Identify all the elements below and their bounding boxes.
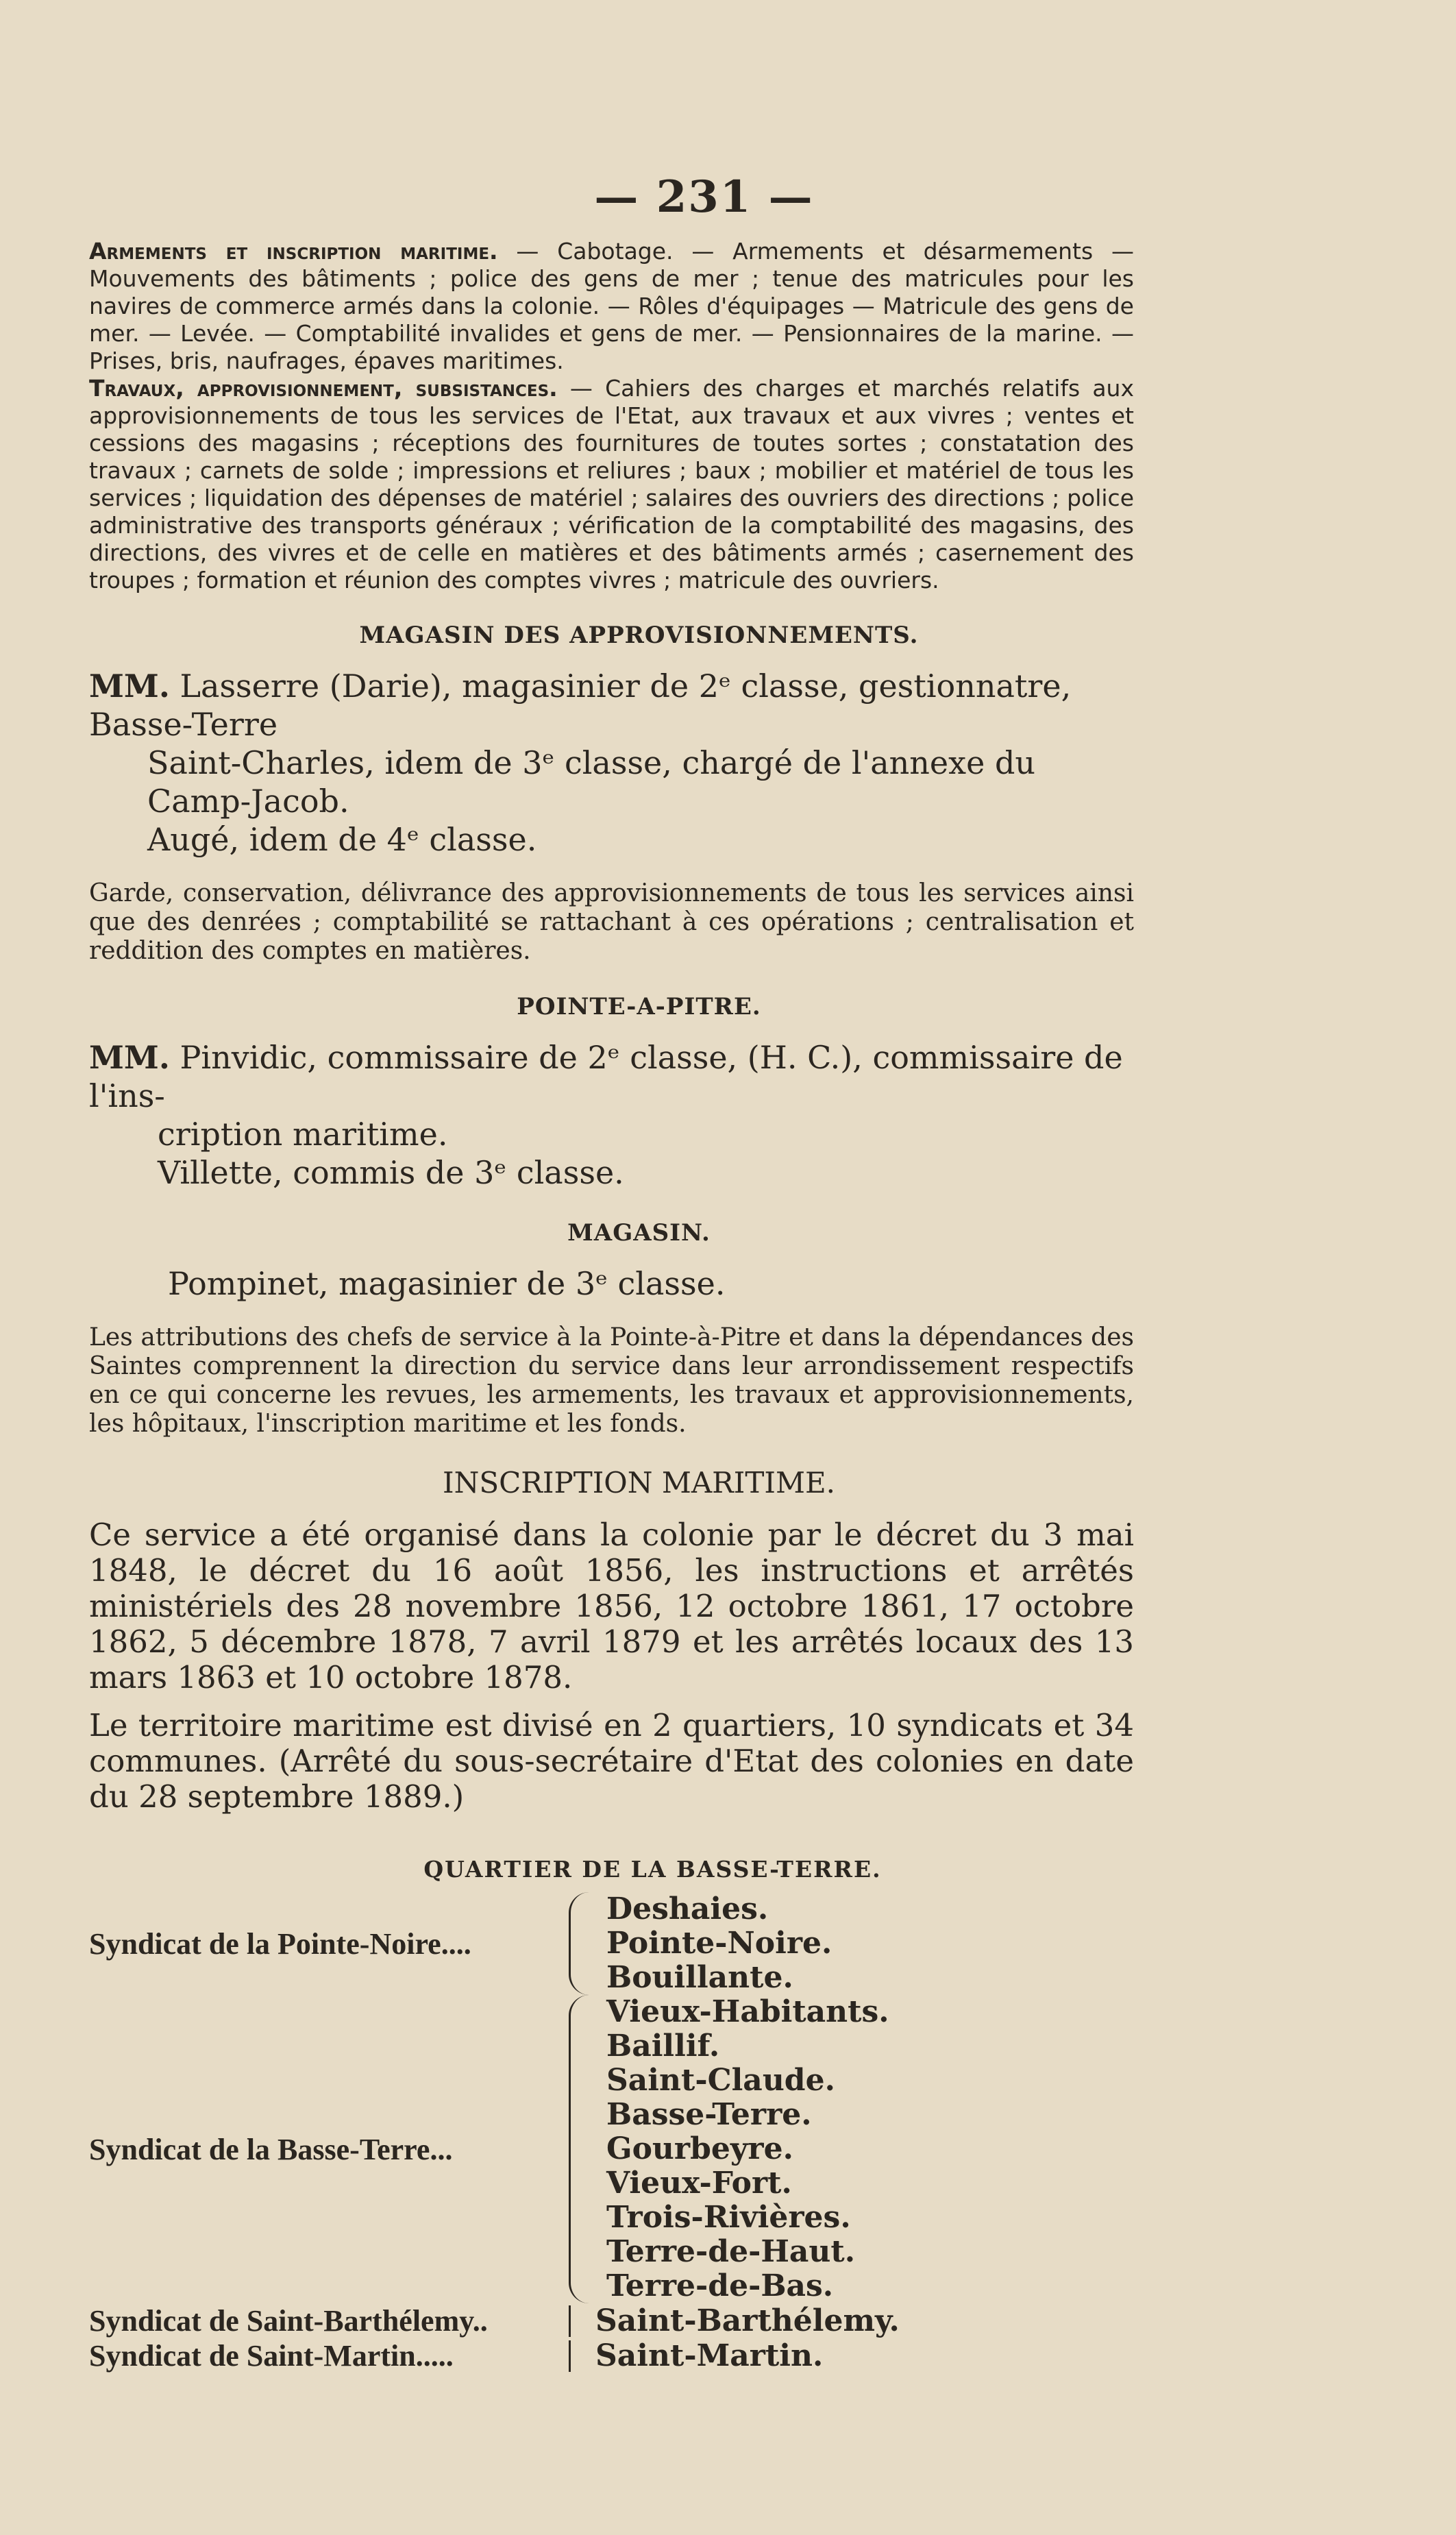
syndicat-label: Syndicat de la Pointe-Noire.... bbox=[89, 1926, 471, 1961]
commune: Terre-de-Bas. bbox=[606, 2268, 834, 2303]
mm-prefix: MM. bbox=[89, 668, 170, 705]
syndicat-label: Syndicat de Saint-Barthélemy.. bbox=[89, 2304, 488, 2338]
staff-line: Augé, idem de 4ᵉ classe. bbox=[147, 821, 537, 858]
staff-text: Lasserre (Darie), magasinier de 2ᵉ classe, gestionnatre, Basse-Terre bbox=[89, 668, 1072, 743]
staff-line: cription maritime. bbox=[158, 1116, 448, 1153]
brace bbox=[569, 1892, 594, 1995]
syndicat-group bbox=[89, 1995, 1134, 2303]
intro-text-1: — Cabotage. — Armements et désarmements — Mouvements des bâtiments ; police des gens de mer ; tenue des matricules pour les navires de commerce armés dans la colonie. — Rôles d'équipages — Matricule des gens de mer. — Levée. — Comptabilité invalides et gens de mer. — Pensionnaires de la marine. — Prises, bris, naufrages, épaves maritimes. bbox=[89, 238, 1134, 374]
magasin-appro-staff bbox=[89, 667, 1134, 859]
syndicat-row bbox=[89, 2338, 1134, 2373]
brace bbox=[569, 1995, 594, 2303]
intro-lead-1: Armements et inscription maritime. bbox=[89, 238, 498, 265]
magasin-note: Les attributions des chefs de service à la Pointe-à-Pitre et dans la dépendances des Saintes comprennent la direction du service dans leur arrondissement respectifs en ce qui concerne les revues, les armements, les travaux et approvisionnements, les hôpitaux, l'inscription maritime et les fonds. bbox=[89, 1323, 1134, 1438]
magasin-staff bbox=[89, 1264, 1134, 1303]
separator-bar bbox=[569, 2305, 571, 2337]
staff-line bbox=[89, 667, 1134, 744]
commune: Basse-Terre. bbox=[606, 2097, 812, 2132]
section-heading-inscription: INSCRIPTION MARITIME. bbox=[442, 1466, 836, 1499]
commune: Deshaies. bbox=[606, 1891, 769, 1926]
syndicat-label: Syndicat de la Basse-Terre... bbox=[89, 2132, 453, 2166]
commune-list bbox=[606, 1892, 832, 1995]
intro-text-2: — Cahiers des charges et marchés relatifs aux approvisionnements de tous les services de l'Etat, aux travaux et aux vivres ; ventes et cessions des magasins ; réceptions des fournitures de toutes sortes ; constatation des travaux ; carnets de solde ; impressions et reliures ; baux ; mobilier et matériel de tous les services ; liquidation des dépenses de matériel ; salaires des ouvriers des directions ; police administrative des transports généraux ; vérification de la comptabilité des magasins, des directions, des vivres et de celle en matières et des bâtiments armés ; casernement des troupes ; formation et réunion des comptes vivres ; matricule des ouvriers. bbox=[89, 375, 1135, 593]
pointe-a-pitre-staff bbox=[89, 1038, 1134, 1192]
quarter-title: QUARTIER DE LA BASSE-TERRE. bbox=[423, 1856, 882, 1883]
commune: Pointe-Noire. bbox=[606, 1926, 832, 1961]
commune-list bbox=[606, 1995, 889, 2303]
commune: Saint-Martin. bbox=[595, 2338, 824, 2373]
inscription-paragraph-2: Le territoire maritime est divisé en 2 quartiers, 10 syndicats et 34 communes. (Arrêté du sous-secrétaire d'Etat des colonies en date du 28 septembre 1889.) bbox=[89, 1707, 1134, 1815]
staff-text: Pinvidic, commissaire de 2ᵉ classe, (H. C.), commissaire de l'ins- bbox=[89, 1039, 1123, 1114]
commune: Bouillante. bbox=[606, 1960, 793, 1995]
separator-bar bbox=[569, 2340, 571, 2372]
commune: Saint-Claude. bbox=[606, 2063, 835, 2098]
staff-line bbox=[89, 1038, 1134, 1115]
commune: Baillif. bbox=[606, 2029, 720, 2063]
intro-lead-2: Travaux, approvisionnement, subsistances. bbox=[89, 375, 558, 402]
commune: Gourbeyre. bbox=[606, 2131, 793, 2166]
commune: Trois-Rivières. bbox=[606, 2200, 851, 2235]
intro-paragraph-2 bbox=[89, 375, 1134, 594]
page-number: — 231 — bbox=[594, 171, 814, 223]
staff-line: Saint-Charles, idem de 3ᵉ classe, chargé de l'annexe du Camp-Jacob. bbox=[147, 744, 1036, 820]
section-heading-pointe-a-pitre: POINTE-A-PITRE. bbox=[517, 993, 761, 1020]
section-heading-magasin: MAGASIN. bbox=[567, 1219, 711, 1247]
syndicat-row bbox=[89, 2303, 1134, 2338]
magasin-appro-note: Garde, conservation, délivrance des approvisionnements de tous les services ainsi que des denrées ; comptabilité se rattachant à ces opérations ; centralisation et reddition des comptes en matières. bbox=[89, 879, 1134, 965]
commune: Vieux-Fort. bbox=[606, 2166, 792, 2201]
section-heading-magasin-appro: MAGASIN DES APPROVISIONNEMENTS. bbox=[359, 622, 919, 649]
staff-line: Pompinet, magasinier de 3ᵉ classe. bbox=[168, 1265, 726, 1302]
inscription-paragraph-1: Ce service a été organisé dans la colonie par le décret du 3 mai 1848, le décret du 16 août 1856, les instructions et arrêtés ministériels des 28 novembre 1856, 12 octobre 1861, 17 octobre 1862, 5 décembre 1878, 7 avril 1879 et les arrêtés locaux des 13 mars 1863 et 10 octobre 1878. bbox=[89, 1517, 1134, 1695]
commune: Vieux-Habitants. bbox=[606, 1994, 889, 2029]
commune: Terre-de-Haut. bbox=[606, 2234, 856, 2269]
commune: Saint-Barthélemy. bbox=[595, 2303, 900, 2338]
syndicat-label: Syndicat de Saint-Martin..... bbox=[89, 2339, 454, 2373]
syndicat-group bbox=[89, 1892, 1134, 1995]
mm-prefix: MM. bbox=[89, 1039, 170, 1076]
staff-line: Villette, commis de 3ᵉ classe. bbox=[158, 1154, 624, 1191]
intro-paragraph-1 bbox=[89, 238, 1134, 375]
